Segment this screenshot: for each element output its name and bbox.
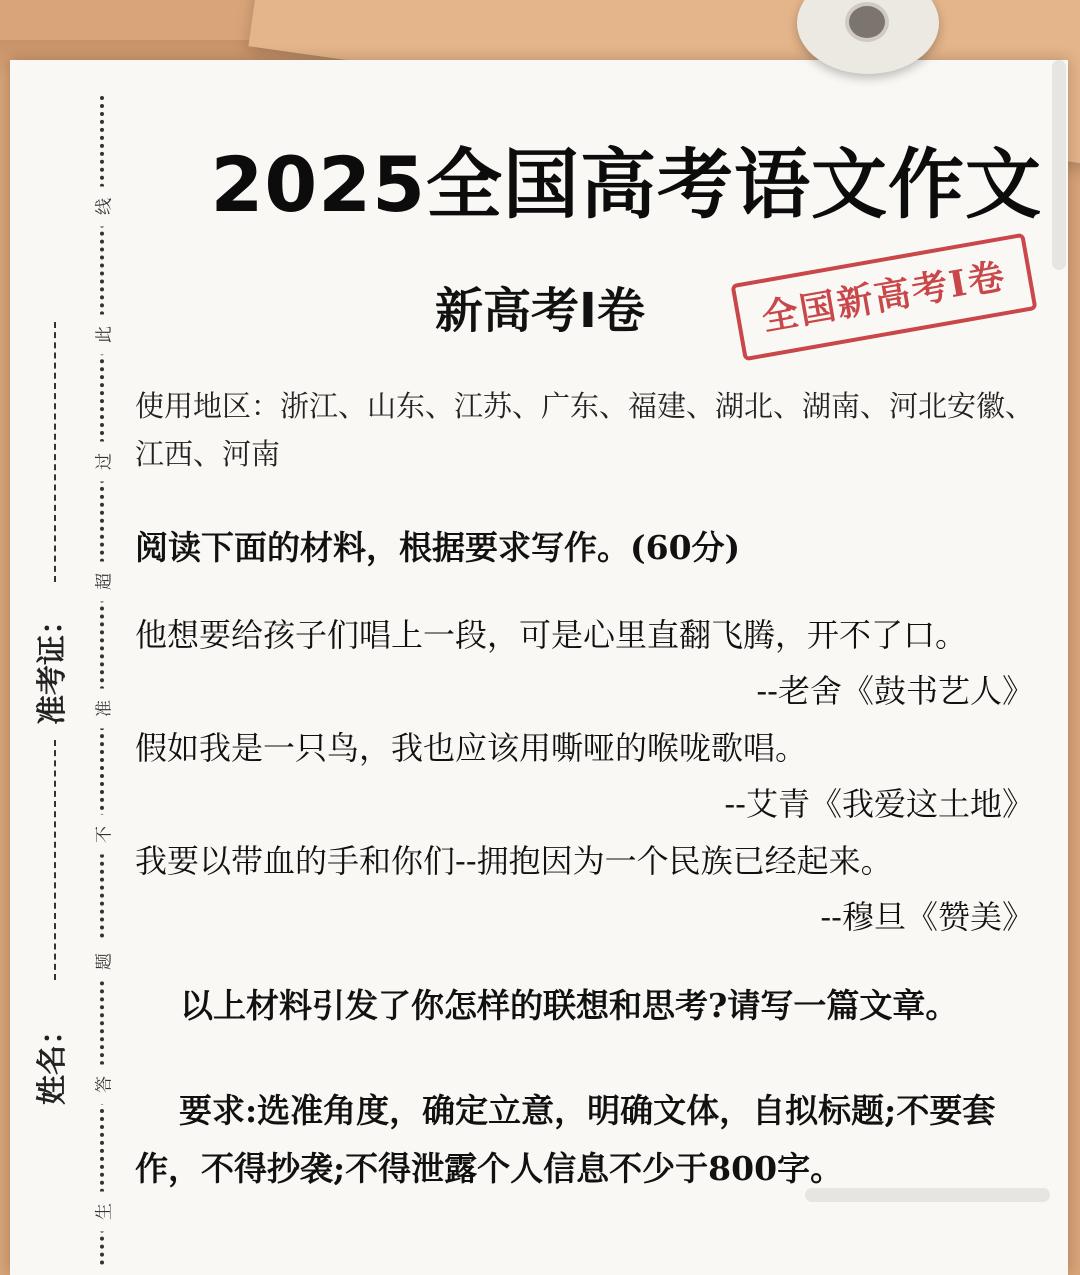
seal-char: 准 xyxy=(86,689,119,729)
exam-id-line xyxy=(54,322,56,582)
vertical-scrollbar[interactable] xyxy=(1052,60,1066,270)
horizontal-scrollbar[interactable] xyxy=(805,1188,1050,1202)
seal-char: 此 xyxy=(86,315,119,355)
exam-paper xyxy=(10,60,1068,1275)
red-stamp: 全国新高考Ⅰ卷 xyxy=(730,233,1037,362)
quote-source: --老舍《鼓书艺人》 xyxy=(756,672,1034,710)
seal-char: 过 xyxy=(86,442,119,482)
seal-char: 不 xyxy=(86,815,119,855)
usage-regions: 使用地区：浙江、山东、江苏、广东、福建、湖北、湖南、河北安徽、江西、河南 xyxy=(135,389,1035,471)
name-label: 姓名： xyxy=(35,1015,70,1105)
seal-char: 答 xyxy=(86,1065,119,1105)
paper-subtitle: 新高考Ⅰ卷 xyxy=(435,283,645,339)
exam-id-label: 准考证： xyxy=(35,605,70,725)
writing-prompt: 以上材料引发了你怎样的联想和思考?请写一篇文章。 xyxy=(180,986,959,1025)
name-line xyxy=(54,740,56,980)
quote-source: --艾青《我爱这土地》 xyxy=(724,785,1034,823)
instruction-text: 阅读下面的材料，根据要求写作。(60分) xyxy=(135,528,741,567)
seal-char: 题 xyxy=(86,942,119,982)
requirements-text: 要求:选准角度，确定立意，明确文体，自拟标题;不要套作，不得抄袭;不得泄露个人信息不少于800字。 xyxy=(135,1091,996,1188)
seal-char: 超 xyxy=(86,562,119,602)
quote-source: --穆旦《赞美》 xyxy=(820,898,1034,936)
clip-hole xyxy=(845,2,889,42)
seal-char: 生 xyxy=(86,1192,119,1232)
seal-char: 线 xyxy=(86,187,119,227)
quote-text: 假如我是一只鸟，我也应该用嘶哑的喉咙歌唱。 xyxy=(135,729,808,767)
quote-text: 他想要给孩子们唱上一段，可是心里直翻飞腾，开不了口。 xyxy=(135,616,968,654)
page-title: 2025全国高考语文作文 xyxy=(210,140,1042,229)
quote-text: 我要以带血的手和你们--拥抱因为一个民族已经起来。 xyxy=(135,842,893,880)
